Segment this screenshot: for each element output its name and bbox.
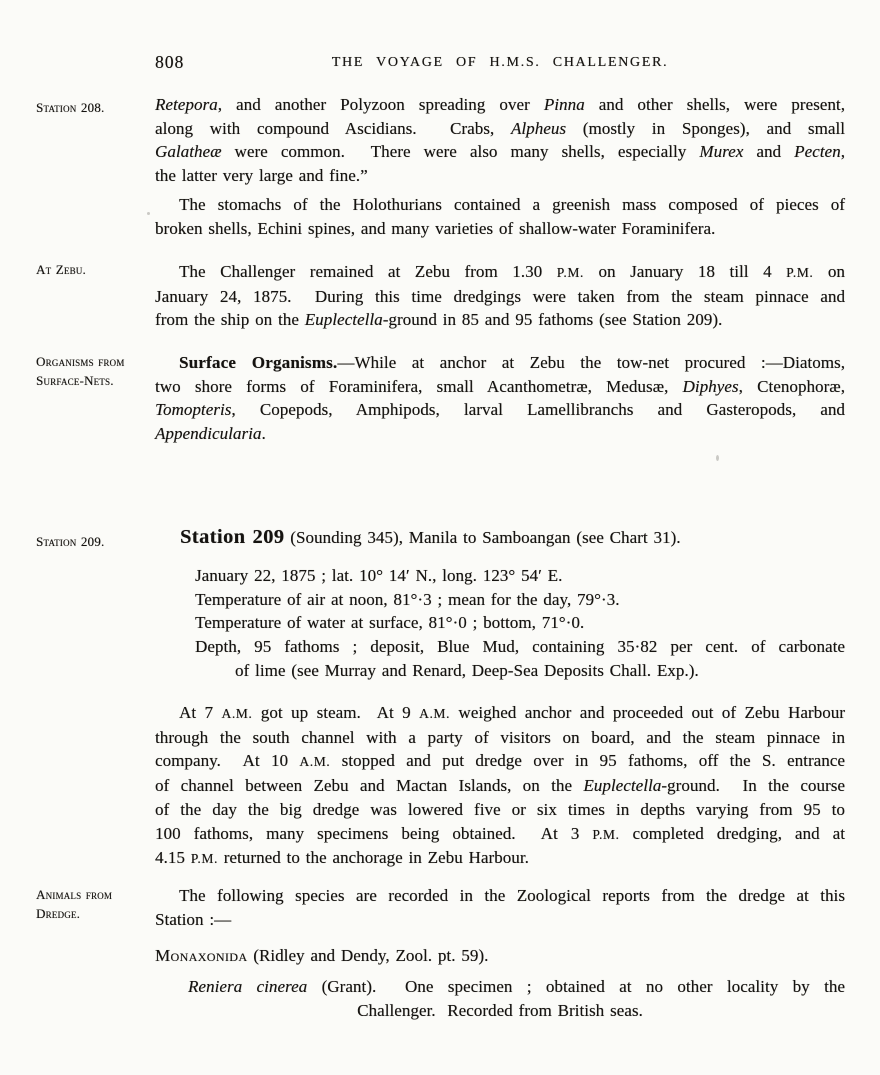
text-line: Challenger. Recorded from British seas. [357, 1000, 643, 1020]
paragraph-at-zebu [155, 260, 845, 332]
text-run: along with compound Ascidians. Crabs, [155, 118, 511, 138]
text-line [155, 846, 845, 871]
text-line [155, 774, 845, 798]
text-run: two shore forms of Foraminifera, small Acanthometræ, Medusæ, [155, 376, 683, 396]
station-209-details [155, 564, 845, 683]
running-title: THE VOYAGE OF H.M.S. CHALLENGER. [331, 55, 669, 70]
text-line [155, 164, 845, 188]
text-line: January 22, 1875 ; lat. 10° 14′ N., long. 123° 54′ E. [195, 566, 563, 585]
text-run: got up steam. At 9 [252, 703, 420, 722]
text-run-i: Reniera cinerea [188, 977, 308, 996]
text-run-sc: A.M. [221, 706, 253, 721]
text-line [155, 140, 845, 164]
text-run: The Challenger remained at Zebu from 1.30 [179, 262, 557, 281]
text-run: (Sounding 345), Manila to Samboangan (see Chart 31). [284, 528, 681, 547]
text-line [155, 701, 845, 726]
text-run: . [261, 424, 266, 444]
text-run-i: Pecten [794, 142, 841, 162]
text-run: stopped and put dredge over in 95 fathoms, off the S. entrance [330, 751, 845, 771]
species-entry-reniera-cinerea [155, 975, 845, 1022]
text-line: Station :— [155, 909, 232, 929]
heading-station-209 [155, 524, 845, 551]
margin-note-at-zebu: At Zebu. [36, 262, 86, 277]
text-run-i: Euplectella [583, 776, 662, 796]
text-line [155, 351, 845, 375]
text-run: 4.15 [155, 848, 191, 868]
margin-note-animals-from-dredge: Animals from Dredge. [36, 887, 113, 921]
text-run-sc: A.M. [299, 754, 331, 770]
text-run-i: Diphyes [682, 376, 739, 396]
text-run: (Ridley and Dendy, Zool. pt. 59). [247, 946, 489, 965]
text-run: -ground. In the course [661, 776, 845, 796]
text-line: through the south channel with a party of visitors on board, and the steam pinnace in [155, 727, 845, 747]
text-run: (mostly in Sponges), and small [566, 118, 846, 138]
text-run-scaps: Monaxonida [155, 946, 248, 965]
text-run: and [743, 142, 795, 162]
paragraph-station208-quote [155, 93, 845, 188]
text-line [155, 944, 845, 968]
text-run-sc: P.M. [190, 851, 218, 867]
paragraph-surface-organisms [155, 351, 845, 446]
text-line [155, 422, 845, 446]
text-run: returned to the anchorage in Zebu Harbour. [217, 848, 529, 868]
scan-speck [147, 212, 150, 215]
page-number: 808 [155, 52, 185, 72]
margin-note-station-209: Station 209. [36, 534, 105, 549]
text-run-blg: Station 209 [180, 526, 285, 548]
text-line [155, 975, 845, 999]
text-line [155, 117, 845, 141]
text-line: of the day the big dredge was lowered five or six times in depths varying from 95 to [155, 799, 845, 819]
text-run: were common. There were also many shells, especially [221, 142, 700, 162]
paragraph-dredging-journey [155, 701, 845, 871]
text-run-sc: P.M. [786, 265, 814, 280]
text-run-i: Appendicularia [155, 424, 262, 444]
text-run-i: Murex [699, 142, 744, 162]
text-run: (Grant). One specimen ; obtained at no other locality by the [307, 977, 845, 996]
heading-monaxonida [155, 944, 845, 968]
margin-note-organisms-from-surface-nets: Organisms from Surface-Nets. [36, 354, 125, 388]
text-line [155, 260, 845, 285]
text-line [155, 93, 845, 117]
text-run-b: Surface Organisms. [179, 353, 338, 372]
text-run: from the ship on the [155, 310, 305, 330]
text-run: on January 18 till 4 [583, 262, 787, 281]
text-run: , Ctenophoræ, [738, 376, 845, 396]
text-run-i: Galatheæ [155, 142, 222, 162]
text-line [155, 375, 845, 399]
text-run: —While at anchor at Zebu the tow-net procured :—Diatoms, [337, 353, 845, 372]
scan-speck [716, 455, 719, 461]
text-run: , [840, 142, 845, 162]
text-run-sc: A.M. [419, 706, 451, 721]
text-run-i: Tomopteris [155, 400, 232, 420]
paragraph-holothurians [155, 193, 845, 240]
text-line [155, 822, 845, 847]
text-run: , and another Polyzoon spreading over [217, 95, 544, 114]
text-line: Temperature of water at surface, 81°·0 ; bottom, 71°·0. [195, 613, 585, 633]
text-line: broken shells, Echini spines, and many varieties of shallow-water Foraminifera. [155, 218, 716, 238]
text-line: The following species are recorded in the Zoological reports from the dredge at this [179, 886, 845, 905]
text-run: , Copepods, Amphipods, larval Lamellibranchs and Gasteropods, and [231, 400, 845, 420]
text-run-i: Euplectella [304, 310, 383, 330]
text-run: At 7 [179, 703, 222, 722]
text-run: the latter very large and fine.” [155, 166, 368, 186]
text-line [155, 749, 845, 774]
margin-note-station-208: Station 208. [36, 100, 105, 115]
text-line: The stomachs of the Holothurians contained a greenish mass composed of pieces of [179, 195, 845, 214]
text-run: -ground in 85 and 95 fathoms (see Station 209). [382, 310, 723, 330]
text-run: company. At 10 [155, 751, 300, 771]
text-line: Temperature of air at noon, 81°·3 ; mean for the day, 79°·3. [195, 589, 620, 609]
text-run: on [813, 262, 845, 281]
text-line [155, 398, 845, 422]
text-run-i: Retepora [155, 95, 218, 114]
paragraph-animals-intro [155, 884, 845, 931]
text-run-i: Pinna [543, 95, 585, 114]
text-run: and other shells, were present, [584, 95, 845, 114]
text-run: 100 fathoms, many specimens being obtained. At 3 [155, 823, 593, 843]
text-line [155, 308, 845, 332]
text-line [155, 524, 845, 551]
text-run: completed dredging, and at [619, 823, 845, 843]
text-run-i: Alpheus [510, 118, 567, 138]
text-run-sc: P.M. [592, 826, 620, 842]
text-line: of lime (see Murray and Renard, Deep-Sea Deposits Chall. Exp.). [235, 660, 699, 680]
text-run-sc: P.M. [556, 265, 584, 280]
text-line: January 24, 1875. During this time dredgings were taken from the steam pinnace and [155, 286, 845, 306]
text-run: of channel between Zebu and Mactan Islands, on the [155, 776, 584, 796]
text-line: Depth, 95 fathoms ; deposit, Blue Mud, containing 35·82 per cent. of carbonate [195, 637, 845, 657]
text-run: weighed anchor and proceeded out of Zebu Harbour [450, 703, 846, 722]
